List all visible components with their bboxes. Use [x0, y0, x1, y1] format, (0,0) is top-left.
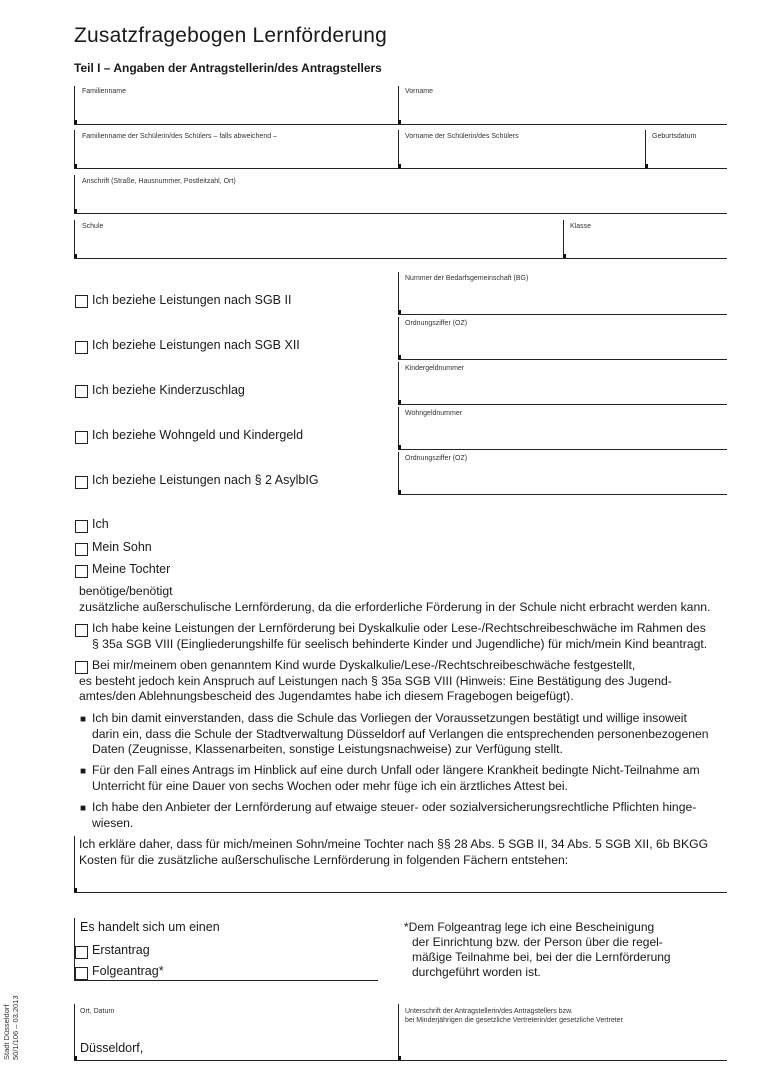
- field-tick: [398, 445, 401, 449]
- schueler-familienname-input[interactable]: [80, 140, 390, 164]
- schule-label: Schule: [82, 223, 104, 230]
- schueler-familienname-label: Familienname der Schülerin/des Schülers – falls abweichend –: [82, 133, 277, 140]
- field-tick: [398, 490, 401, 494]
- person-tochter-checkbox[interactable]: [75, 565, 88, 578]
- subjects-input[interactable]: [80, 870, 724, 890]
- sgb12-label: Ich beziehe Leistungen nach SGB XII: [92, 338, 300, 352]
- field-tick: [398, 310, 401, 314]
- anschrift-label: Anschrift (Straße, Hausnummer, Postleitzahl, Ort): [82, 178, 236, 185]
- dyskalkulie-line1: Bei mir/meinem oben genanntem Kind wurde Dyskalkulie/Lese-/Rechtschreibeschwäche festgestellt,: [92, 658, 636, 672]
- vorname-label: Vorname: [405, 88, 434, 95]
- bullet3-line2: wiesen.: [92, 816, 134, 830]
- klasse-input[interactable]: [569, 232, 724, 254]
- kinderzuschlag-checkbox[interactable]: [75, 385, 88, 398]
- signature-input[interactable]: [404, 1030, 724, 1058]
- footer-line1: Stadt Düsseldorf: [2, 1004, 11, 1060]
- wohngeld-number-input[interactable]: [404, 420, 724, 446]
- field-tick: [645, 164, 648, 168]
- field-underline: [74, 980, 378, 981]
- sgb2-checkbox[interactable]: [75, 295, 88, 308]
- schueler-vorname-input[interactable]: [404, 140, 640, 164]
- bullet2-line2: Unterricht für eine Dauer von sechs Wochen oder mehr füge ich ein ärztliches Attest bei.: [92, 779, 569, 793]
- bg-number-label: Nummer der Bedarfsgemeinschaft (BG): [405, 275, 529, 282]
- bullet-marker: ■: [80, 803, 87, 814]
- dyskalkulie-line2: es besteht jedoch kein Anspruch auf Leistungen nach § 35a SGB VIII (Hinweis: Eine Bestätigung des Jugend-: [79, 674, 672, 688]
- folgeantrag-checkbox[interactable]: [75, 967, 88, 980]
- field-divider: [398, 362, 399, 404]
- field-underline: [398, 404, 727, 405]
- signature-label-line2: bei Minderjährigen die gesetzliche Vertreterin/der gesetzliche Vertreter: [405, 1017, 623, 1024]
- erstantrag-checkbox[interactable]: [75, 946, 88, 959]
- note-line4: durchgeführt worden ist.: [412, 965, 541, 979]
- bullet1-line1: Ich bin damit einverstanden, dass die Schule das Vorliegen der Voraussetzungen bestätigt und willige insoweit: [92, 711, 687, 725]
- field-divider: [74, 130, 75, 168]
- anschrift-input[interactable]: [80, 186, 724, 210]
- declare-line1: Ich erkläre daher, dass für mich/meinen Sohn/meine Tochter nach §§ 28 Abs. 5 SGB II, 34 Abs. 5 SGB XII, 6b BKGG: [79, 837, 709, 851]
- person-sohn-checkbox[interactable]: [75, 543, 88, 556]
- kindergeld-number-input[interactable]: [404, 375, 724, 401]
- ort-datum-label: Ort, Datum: [80, 1008, 115, 1015]
- field-divider: [74, 220, 75, 258]
- field-divider: [398, 407, 399, 449]
- form-title: Zusatzfragebogen Lernförderung: [74, 24, 388, 47]
- no-35a-line1: Ich habe keine Leistungen der Lernförderung bei Dyskalkulie oder Lese-/Rechtschreibeschwäche im Rahmen des: [92, 621, 706, 635]
- field-underline: [398, 314, 727, 315]
- no-35a-line2: § 35a SGB VIII (Eingliederungshilfe für seelisch behinderte Kinder und Jugendliche) für mich/mein Kind beantragt.: [92, 637, 708, 651]
- application-heading: Es handelt sich um einen: [80, 920, 220, 934]
- field-underline: [398, 449, 727, 450]
- ort-value: Düsseldorf,: [80, 1041, 144, 1055]
- ort-datum-input[interactable]: [150, 1038, 390, 1058]
- asylblg-label: Ich beziehe Leistungen nach § 2 AsylbIG: [92, 473, 319, 487]
- field-underline: [74, 124, 727, 125]
- field-divider: [74, 1004, 75, 1060]
- klasse-label: Klasse: [570, 223, 592, 230]
- familienname-input[interactable]: [80, 94, 390, 120]
- person-tochter-label: Meine Tochter: [92, 562, 171, 576]
- asylblg-checkbox[interactable]: [75, 476, 88, 489]
- field-tick: [74, 209, 77, 213]
- oz-asylblg-label: Ordnungsziffer (OZ): [405, 455, 468, 462]
- field-divider: [398, 1004, 399, 1060]
- field-underline: [74, 168, 727, 169]
- field-divider: [74, 175, 75, 213]
- signature-label-line1: Unterschrift der Antragstellerin/des Antragstellers bzw.: [405, 1008, 573, 1015]
- field-underline: [398, 494, 727, 495]
- declare-line2: Kosten für die zusätzliche außerschulische Lernförderung in folgenden Fächern entstehen:: [79, 853, 569, 867]
- note-line3: mäßige Teilnahme bei, bei der die Lernförderung: [412, 950, 671, 964]
- dyskalkulie-checkbox[interactable]: [75, 661, 88, 674]
- bullet-marker: ■: [80, 714, 87, 725]
- field-underline: [74, 1060, 727, 1061]
- bullet1-line2: darin ein, dass die Schule der Stadtverwaltung Düsseldorf auf Verlangen die entsprechenden personenbezogenen: [92, 727, 709, 741]
- field-tick: [398, 164, 401, 168]
- field-divider: [563, 220, 564, 258]
- sgb2-label: Ich beziehe Leistungen nach SGB II: [92, 293, 292, 307]
- wohngeld-checkbox[interactable]: [75, 431, 88, 444]
- oz-sgb12-label: Ordnungsziffer (OZ): [405, 320, 468, 327]
- oz-sgb12-input[interactable]: [404, 330, 724, 356]
- geburtsdatum-input[interactable]: [650, 140, 724, 164]
- field-tick: [398, 355, 401, 359]
- person-ich-checkbox[interactable]: [75, 520, 88, 533]
- familienname-label: Familienname: [82, 88, 126, 95]
- field-divider: [398, 452, 399, 494]
- field-underline: [74, 258, 727, 259]
- bullet1-line3: Daten (Zeugnisse, Klassenarbeiten, sonstige Leistungsnachweise) zur Verfügung stellt.: [92, 742, 563, 756]
- field-divider: [398, 130, 399, 168]
- field-tick: [398, 1056, 401, 1060]
- field-divider: [398, 86, 399, 124]
- field-tick: [74, 120, 77, 124]
- sgb12-checkbox[interactable]: [75, 341, 88, 354]
- need-text-line1: benötige/benötigt: [79, 584, 173, 598]
- person-sohn-label: Mein Sohn: [92, 540, 152, 554]
- field-divider: [74, 86, 75, 124]
- folgeantrag-label: Folgeantrag*: [92, 964, 164, 978]
- kinderzuschlag-label: Ich beziehe Kinderzuschlag: [92, 383, 245, 397]
- field-tick: [74, 1056, 77, 1060]
- field-divider: [398, 317, 399, 359]
- schule-input[interactable]: [80, 232, 558, 254]
- dyskalkulie-line3: amtes/den Ablehnungsbescheid des Jugendamtes habe ich diesem Fragebogen beigefügt).: [79, 689, 574, 703]
- form-subtitle: Teil I – Angaben der Antragstellerin/des Antragstellers: [74, 61, 382, 75]
- bullet3-line1: Ich habe den Anbieter der Lernförderung auf etwaige steuer- oder sozialversicherungsrechtliche Pflichten hinge-: [92, 800, 697, 814]
- field-tick: [74, 254, 77, 258]
- person-ich-label: Ich: [92, 517, 109, 531]
- field-tick: [74, 164, 77, 168]
- field-underline: [74, 892, 727, 893]
- wohngeld-label: Ich beziehe Wohngeld und Kindergeld: [92, 428, 304, 442]
- note-line2: der Einrichtung bzw. der Person über die regel-: [412, 935, 663, 949]
- field-divider: [74, 836, 75, 892]
- oz-asylblg-input[interactable]: [404, 465, 724, 491]
- erstantrag-label: Erstantrag: [92, 943, 150, 957]
- field-tick: [398, 120, 401, 124]
- need-text-line2: zusätzliche außerschulische Lernförderung, da die erforderliche Förderung in der Schule nicht erbracht werden kann.: [79, 600, 711, 614]
- field-underline: [74, 213, 727, 214]
- field-underline: [398, 359, 727, 360]
- field-tick: [563, 254, 566, 258]
- note-line1: *Dem Folgeantrag lege ich eine Bescheinigung: [404, 920, 655, 934]
- form-id-footer: [2, 995, 20, 1060]
- schueler-vorname-label: Vorname der Schülerin/des Schülers: [405, 133, 519, 140]
- field-tick: [74, 888, 77, 892]
- kindergeld-number-label: Kindergeldnummer: [405, 365, 465, 372]
- field-divider: [398, 272, 399, 314]
- wohngeld-number-label: Wohngeldnummer: [405, 410, 463, 417]
- field-tick: [398, 400, 401, 404]
- bullet-marker: ■: [80, 766, 87, 777]
- geburtsdatum-label: Geburtsdatum: [652, 133, 697, 140]
- bullet2-line1: Für den Fall eines Antrags im Hinblick auf eine durch Unfall oder längere Krankheit bedingte Nicht-Teilnahme am: [92, 763, 700, 777]
- vorname-input[interactable]: [404, 94, 724, 120]
- no-35a-checkbox[interactable]: [75, 624, 88, 637]
- footer-line2: 50/1/106 – 03.2013: [11, 995, 20, 1060]
- bg-number-input[interactable]: [404, 285, 724, 311]
- field-divider: [645, 130, 646, 168]
